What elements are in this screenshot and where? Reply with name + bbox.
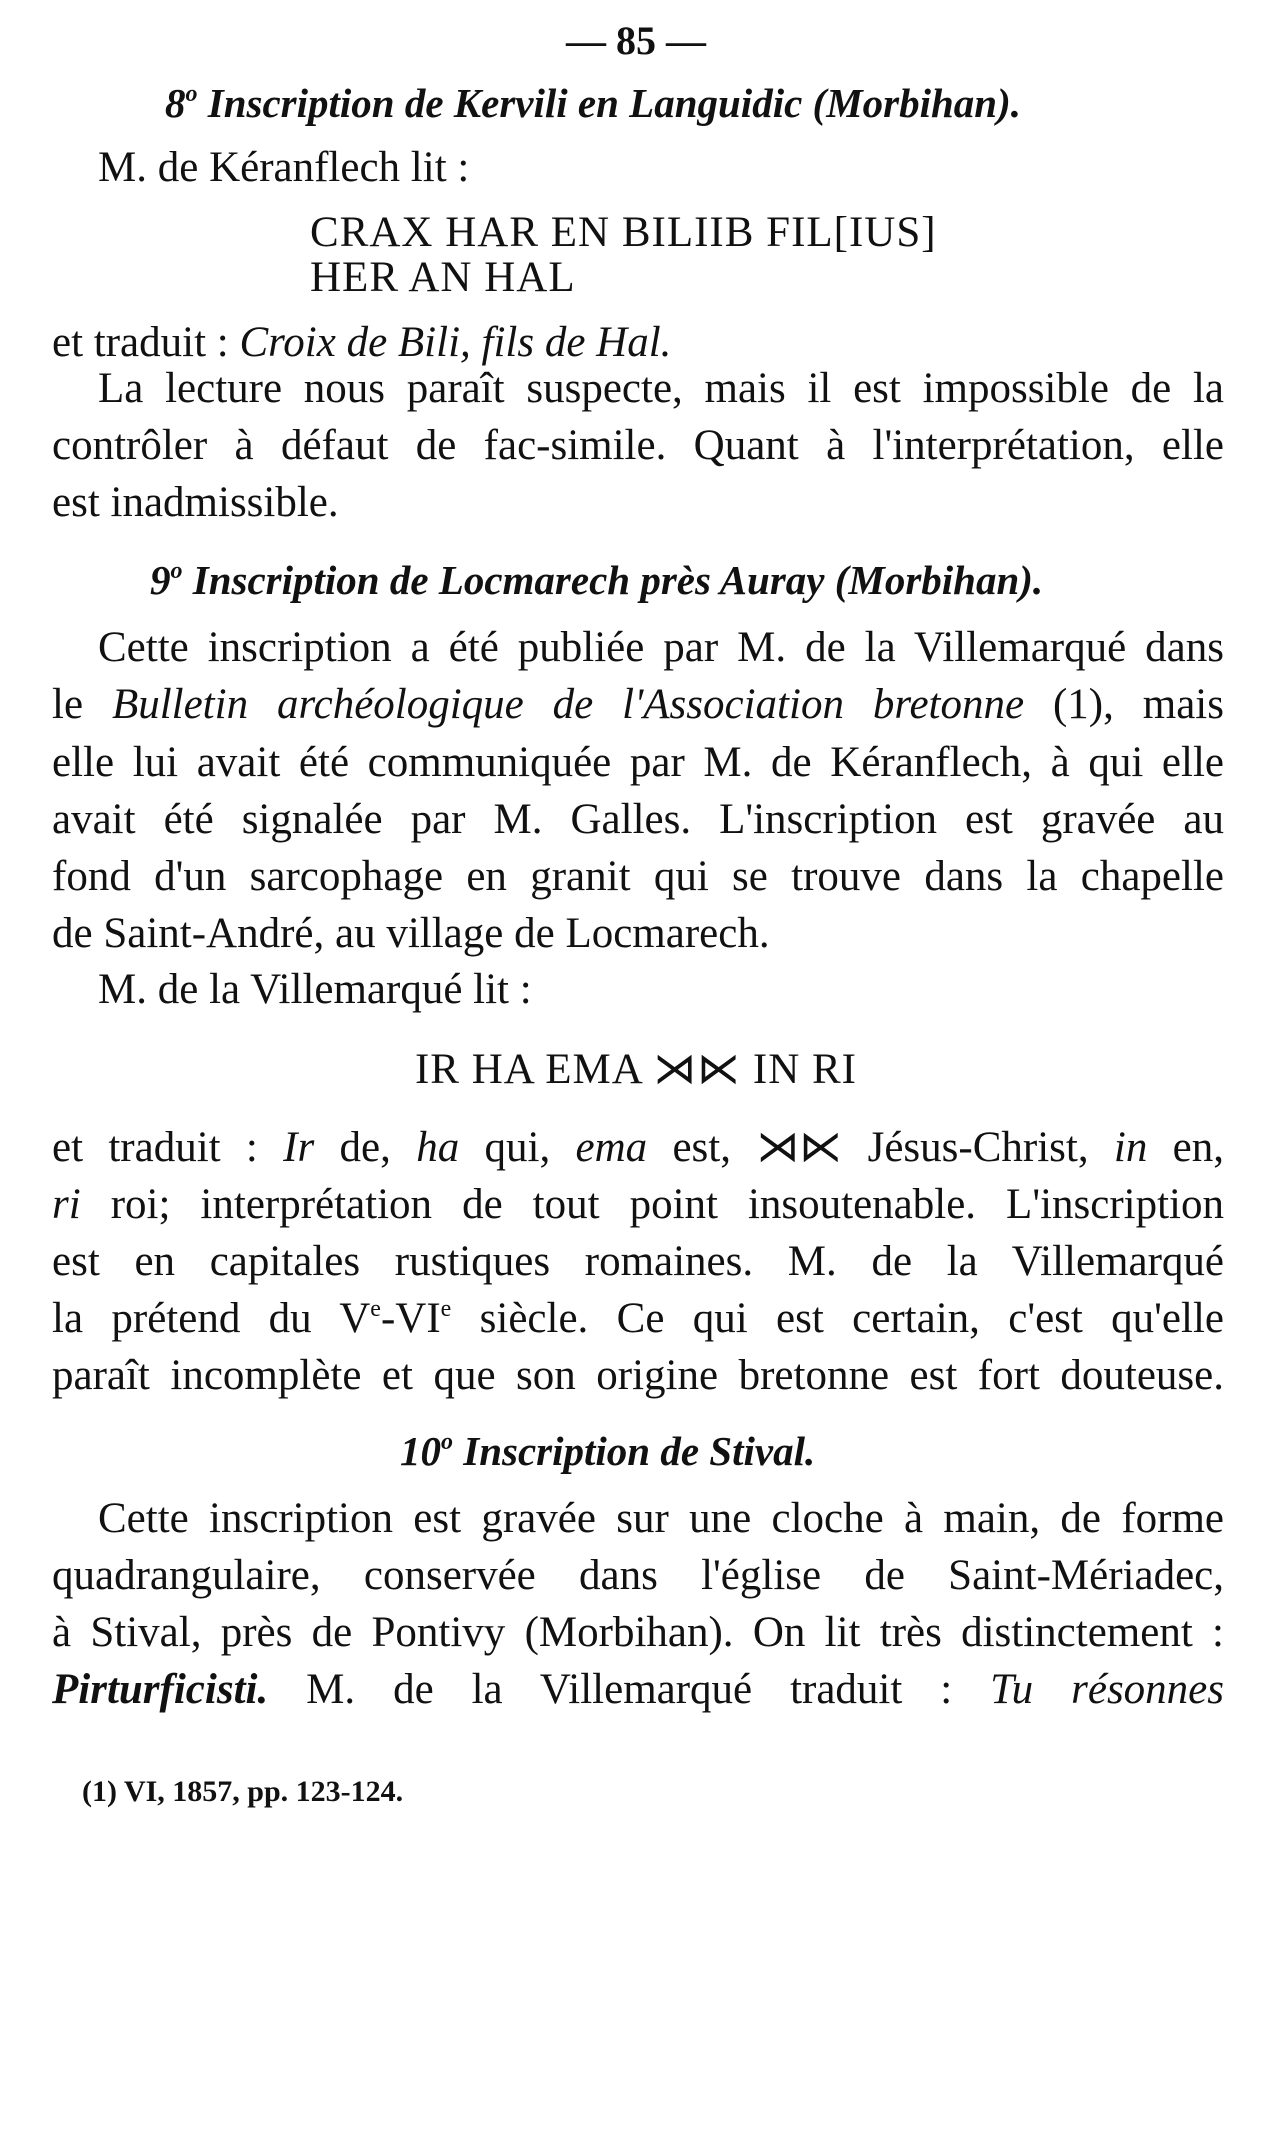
- section-8-para-line-3: est inadmissible.: [52, 479, 339, 526]
- section-8-title: Inscription de Kervili en Languidic (Morbihan).: [197, 80, 1022, 126]
- translation-start: Tu résonnes: [990, 1666, 1224, 1713]
- section-9-para2-line-4: [52, 1294, 1224, 1344]
- word-ri: ri: [52, 1181, 81, 1228]
- section-8-inscription-line-2: HER AN HAL: [310, 254, 576, 301]
- section-8-inscription-line-1: CRAX HAR EN BILIIB FIL[IUS]: [310, 209, 937, 256]
- section-9-number: 9: [150, 557, 171, 603]
- section-9-ordinal: o: [170, 558, 183, 584]
- gloss-qui: qui,: [459, 1124, 576, 1171]
- bulletin-title: Bulletin archéologique de l'Association bretonne: [111, 681, 1025, 728]
- section-10-heading: [400, 1426, 815, 1476]
- footnote-ref: (1), mais: [1024, 681, 1224, 728]
- section-8-para-line-2: contrôler à défaut de fac-simile. Quant à l'interprétation, elle: [52, 422, 1224, 469]
- section-9-intro: M. de la Villemarqué lit :: [98, 966, 532, 1013]
- section-9-para-line-1: Cette inscription a été publiée par M. de la Villemarqué dans: [98, 624, 1224, 671]
- page-number: — 85 —: [566, 18, 706, 63]
- translation-prefix: et traduit :: [52, 1124, 284, 1171]
- section-10-number: 10: [400, 1428, 441, 1474]
- section-8-translation: [52, 318, 671, 368]
- section-9-translation-line-1: [52, 1123, 1224, 1173]
- section-9-para-line-6: de Saint-André, au village de Locmarech.: [52, 910, 770, 957]
- section-9-inscription: IR HA EMA ⋊⋉ IN RI: [414, 1046, 858, 1093]
- section-10-line-4-text: M. de la Villemarqué traduit :: [268, 1666, 991, 1713]
- section-10-line-3: à Stival, près de Pontivy (Morbihan). On lit très distinctement :: [52, 1609, 1224, 1656]
- section-9-para2-line-5: paraît incomplète et que son origine bretonne est fort douteuse.: [52, 1352, 1224, 1399]
- section-9-para-line-2: [52, 680, 1224, 730]
- bell-inscription: Pirturficisti.: [52, 1666, 269, 1713]
- century-text-a: la prétend du V: [52, 1295, 371, 1342]
- word-ir: Ir: [283, 1124, 315, 1171]
- gloss-est: est, ⋊⋉ Jésus-Christ,: [647, 1124, 1114, 1171]
- section-10-line-2: quadrangulaire, conservée dans l'église de Saint-Mériadec,: [52, 1552, 1224, 1599]
- word-ema: ema: [575, 1124, 648, 1171]
- section-9-heading: [150, 555, 1043, 605]
- section-9-translation-line-2: [52, 1180, 1224, 1230]
- section-8-number: 8: [165, 80, 186, 126]
- section-8-translation-text: Croix de Bili, fils de Hal.: [239, 319, 672, 366]
- section-9-para-line-4: avait été signalée par M. Galles. L'inscription est gravée au: [52, 796, 1224, 843]
- gloss-de: de,: [314, 1124, 417, 1171]
- gloss-en: en,: [1147, 1124, 1225, 1171]
- word-in: in: [1113, 1124, 1148, 1171]
- section-8-translation-prefix: et traduit :: [52, 319, 240, 366]
- section-10-line-1: Cette inscription est gravée sur une cloche à main, de forme: [98, 1495, 1224, 1542]
- section-8-intro: M. de Kéranflech lit :: [98, 144, 470, 191]
- section-10-line-4: [52, 1665, 1224, 1715]
- section-8-ordinal: o: [185, 81, 198, 107]
- section-10-ordinal: o: [441, 1429, 453, 1455]
- section-9-para-line-3: elle lui avait été communiquée par M. de Kéranflech, à qui elle: [52, 739, 1224, 786]
- footnote: (1) VI, 1857, pp. 123-124.: [82, 1775, 404, 1808]
- century-sup-2: e: [440, 1296, 452, 1322]
- section-9-title: Inscription de Locmarech près Auray (Morbihan).: [182, 557, 1044, 603]
- section-9-para-line-2-start: le: [52, 681, 112, 728]
- section-9-para2-line-3: est en capitales rustiques romaines. M. de la Villemarqué: [52, 1238, 1224, 1285]
- century-text-c: siècle. Ce qui est certain, c'est qu'elle: [451, 1295, 1224, 1342]
- century-sup-1: e: [370, 1296, 381, 1322]
- section-8-para-line-1: La lecture nous paraît suspecte, mais il est impossible de la: [98, 365, 1224, 412]
- century-text-b: -VI: [380, 1295, 441, 1342]
- section-9-para-line-5: fond d'un sarcophage en granit qui se trouve dans la chapelle: [52, 853, 1224, 900]
- section-10-title: Inscription de Stival.: [453, 1428, 816, 1474]
- gloss-roi: roi; interprétation de tout point insoutenable. L'inscription: [80, 1181, 1224, 1228]
- section-8-heading: [165, 78, 1021, 128]
- word-ha: ha: [416, 1124, 460, 1171]
